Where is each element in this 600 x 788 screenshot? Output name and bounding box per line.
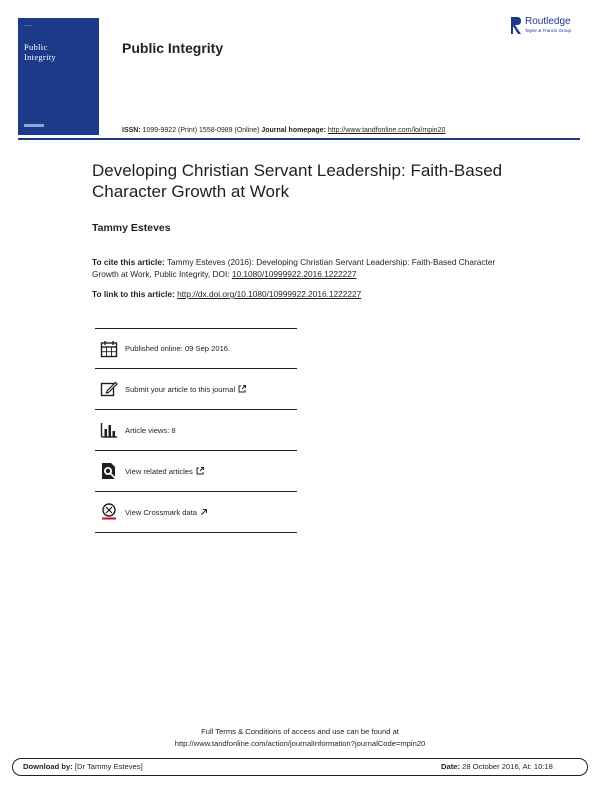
crossmark-item[interactable] [95,492,297,533]
publisher-tagline: Taylor & Francis Group [525,28,572,33]
submit-article-item[interactable] [95,369,297,410]
terms-link[interactable]: http://www.tandfonline.com/action/journalInformation?journalCode=mpin20 [174,739,426,748]
published-online-text: Published online: 09 Sep 2016. [125,344,231,353]
terms-notice: Full Terms & Conditions of access and use can be found at http://www.tandfonline.com/action/journalInformation?journalCode=mpin20 [0,726,600,750]
journal-homepage-link[interactable]: http://www.tandfonline.com/loi/mpin20 [327,127,446,134]
published-online-item [95,328,297,369]
cover-title: Public Integrity [24,42,56,62]
download-info-bar [12,758,588,776]
article-link-line: To link to this article: http://dx.doi.org/10.1080/10999922.2016.1222227 [92,289,362,299]
downloaded-by: Download by: [Dr Tammy Esteves] [23,762,143,771]
cover-top-band: ──── [24,23,33,27]
crossmark-link[interactable]: View Crossmark data [125,507,198,517]
journal-cover-image [18,18,99,135]
bar-chart-icon [100,421,118,439]
edit-pencil-icon [100,380,118,398]
article-doi-url-link[interactable]: http://dx.doi.org/10.1080/10999922.2016.1222227 [177,289,362,299]
article-meta-list [95,328,297,533]
publisher-name: Routledge [525,16,571,27]
related-articles-link[interactable]: View related articles [125,466,193,476]
citation-block: To cite this article: Tammy Esteves (2016): Developing Christian Servant Leadership: Faith-Based Character Growth at Work, Public Integrity, DOI: 10.1080/10999922.2016.1222227 [92,257,496,279]
header-divider [18,138,580,140]
calendar-icon [100,340,118,358]
download-date: Date: 28 October 2016, At: 10:18 [441,762,553,771]
article-author: Tammy Esteves [92,222,171,234]
external-link-icon [238,385,246,393]
cover-footer-mark [24,124,44,127]
article-views-item [95,410,297,451]
crossmark-icon [100,503,118,521]
external-link-icon [196,467,204,475]
article-views-text: Article views: 8 [125,425,176,435]
journal-name: Public Integrity [122,40,224,56]
doi-link[interactable]: 10.1080/10999922.2016.1222227 [231,268,357,279]
submit-article-link[interactable]: Submit your article to this journal [125,384,236,394]
article-title: Developing Christian Servant Leadership: Faith-Based Character Growth at Work [92,161,503,201]
issn-line: ISSN: 1099-9922 (Print) 1558-0989 (Online) Journal homepage: http://www.tandfonline.com/loi/mpin20 [122,127,446,134]
related-search-icon [100,462,118,480]
routledge-logo-icon [510,16,522,35]
publisher-logo [510,16,571,35]
related-articles-item[interactable] [95,451,297,492]
arrow-up-right-icon [200,508,208,516]
